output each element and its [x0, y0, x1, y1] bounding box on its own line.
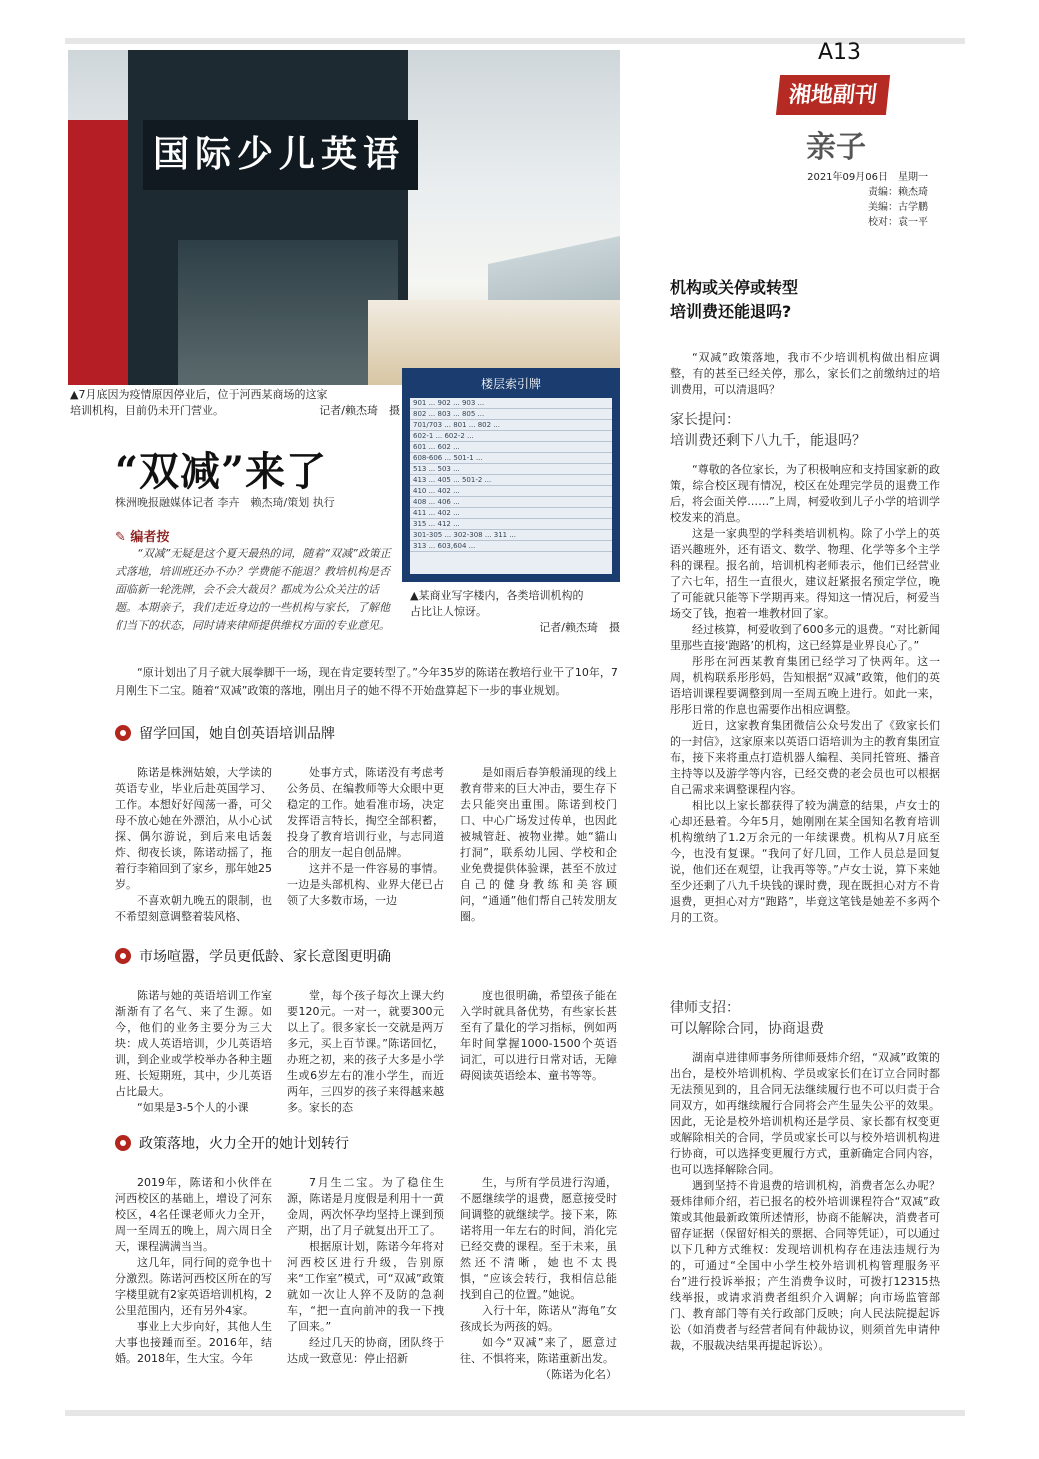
subhead-label: 律师支招： — [670, 1000, 740, 1016]
issue-date: 2021年09月06日 星期一 — [807, 172, 928, 183]
section-bullet-icon — [115, 948, 131, 964]
paragraph: 彤彤在河西某教育集团已经学习了快两年。这一周，机构联系彤彤妈，告知根据“双减”政策，他们的英语培训课程要调整到周一至周五晚上进行。如此一来，彤彤日常的作息也需要作出相应调整。 — [670, 655, 940, 716]
section-title: 留学回国，她自创英语培训品牌 — [139, 726, 335, 742]
sec1-col2 — [287, 765, 444, 909]
paragraph: 入行十年，陈诺从“海龟”女孩成长为两孩的妈。 — [460, 1304, 617, 1333]
paragraph: 遇到坚持不肯退费的培训机构，消费者怎么办呢？聂炜律师介绍，若已报名的校外培训课程符合“双减”政策或其他最新政策所述情形，协商不能解决，消费者可留存证据（保留好相关的票据、合同等凭证），可以通过以下几种方式维权：发现培训机构存在违法违规行为的，可通过“全国中小学生校外培训机构管理服务平台”进行投诉举报；产生消费争议时，可拨打12315热线举报，或请求消费者组织介入调解；向市场监管部门、教育部门等有关行政部门反映；向人民法院提起诉讼（如消费者与经营者间有仲裁协议，则须首先申请仲裁，不服裁决结果再提起诉讼）。 — [670, 1179, 940, 1352]
section-name: 亲子 — [806, 130, 866, 165]
directory-row: 802 ... 803 ... 805 ... — [410, 409, 612, 420]
paragraph: 相比以上家长都获得了较为满意的结果，卢女士的心却还悬着。今年5月，她刚刚在某全国知名教育培训机构缴纳了1.2万余元的一年续课费。机构从7月底至今，也没有复课。“我问了好几回，工作人员总是回复说，他们还在观望，让我再等等。”卢女士说，算下来她至少还剩了八九千块钱的课时费，现在既担心对方不肯退费，更担心对方“跑路”，毕竟这笔钱是她差不多两个月的工资。 — [670, 799, 940, 924]
directory-heading: 楼层索引牌 — [480, 377, 541, 391]
issue-meta — [788, 170, 928, 230]
paragraph: 根据原计划，陈诺今年将对河西校区进行升级，告别原来“工作室”模式，可“双减”政策就如一次让人猝不及防的急刹车，“把一直向前冲的我一下拽了回来。” — [287, 1240, 444, 1333]
name-note: （陈诺为化名） — [540, 1368, 617, 1381]
paragraph: 经过几天的协商，团队终于达成一致意见：停止招新 — [287, 1336, 444, 1365]
section-heading-2 — [115, 945, 391, 967]
section-bullet-icon — [115, 725, 131, 741]
photo1-caption — [70, 387, 400, 419]
paragraph: 陈诺与她的英语培训工作室渐渐有了名气、来了生源。如今，他们的业务主要分为三大块：成人英语培训，少儿英语培训，到企业或学校举办各种主题班、长短期班，其中，少儿英语占比最大。 — [115, 989, 272, 1098]
directory-board — [410, 398, 612, 574]
paragraph: “如果是3-5个人的小课 — [137, 1101, 249, 1114]
section-bullet-icon — [115, 1135, 131, 1151]
shop-sign: 国际少儿英语 — [143, 120, 418, 190]
sidebar-title — [670, 276, 798, 324]
red-poster — [68, 120, 128, 385]
proof-credit: 校对：袁一平 — [868, 217, 928, 228]
lawyer-tips-heading — [670, 998, 824, 1040]
directory-row: 413 ... 405 ... 501-2 ... — [410, 475, 612, 486]
paragraph: “双减”政策落地，我市不少培训机构做出相应调整，有的甚至已经关停，那么，家长们之前缴纳过的培训费用，可以清退吗？ — [670, 351, 940, 396]
paragraph: 度也很明确，希望孩子能在入学时就具备优势，有些家长甚至有了量化的学习指标，例如两年时间掌握1000-1500个英语词汇，可以进行日常对话，无障碍阅读英语绘本、童书等等。 — [460, 989, 617, 1082]
sidebar-title-line: 培训费还能退吗? — [670, 302, 792, 321]
directory-row: 701/703 ... 801 ... 802 ... — [410, 420, 612, 431]
caption-line: ▲某商业写字楼内，各类培训机构的 — [410, 589, 584, 602]
floor-directory-photo — [402, 368, 620, 582]
caption-line: 培训机构，目前仍未开门营业。 — [70, 404, 224, 417]
directory-row: 301-305 ... 302-308 ... 311 ... — [410, 530, 612, 541]
directory-row: 410 ... 402 ... — [410, 486, 612, 497]
column-logo: 湘地副刊 — [776, 75, 890, 115]
page-number: A13 — [818, 40, 862, 65]
section-title: 政策落地，火力全开的她计划转行 — [139, 1136, 349, 1152]
mall-photo — [68, 50, 620, 385]
paragraph: 近日，这家教育集团微信公众号发出了《致家长们的一封信》，这家原来以英语口语培训为主的教育集团宣布，接下来将重点打造机器人编程、美同托管班、播音主持等以及游学等内容，已经交费的老会员也可以根据自己需求来调整课程内容。 — [670, 719, 940, 796]
lawyer-tips-body — [670, 1050, 940, 1354]
directory-row: 608-606 ... 501-1 ... — [410, 453, 612, 464]
paragraph: 生，与所有学员进行沟通，不愿继续学的退费，愿意接受时间调整的就继续学。接下来，陈诺将用一年左右的时间，消化完已经交费的课程。至于未来，虽然还不清晰，她也不太畏惧，“应该会转行，我相信总能找到自己的位置。”她说。 — [460, 1176, 617, 1301]
editor-note-label-text: 编者按 — [130, 530, 170, 545]
sec1-col1 — [115, 765, 272, 925]
section-title: 市场喧嚣，学员更低龄、家长意图更明确 — [139, 949, 391, 965]
caption-line: 占比让人惊讶。 — [410, 605, 487, 618]
directory-row: 901 ... 902 ... 903 ... — [410, 398, 612, 409]
intro-paragraph: “原计划出了月子就大展拳脚干一场，现在肯定要转型了。”今年35岁的陈诺在教培行业干了10年，7月刚生下二宝。随着“双减”政策的落地，刚出月子的她不得不开始盘算起下一步的事业规划。 — [115, 666, 618, 697]
paragraph: 这是一家典型的学科类培训机构。除了小学上的英语兴趣班外，还有语文、数学、物理、化学等多个主学科的课程。报名前，培训机构老师表示，他们已经营业了六七年，招生一直很火，建议赶紧报名预定学位，晚了可能就只能等下学期再来。得知这一情况后，柯爱当场交了钱，抱着一堆教材回了家。 — [670, 527, 940, 620]
directory-row: 408 ... 406 ... — [410, 497, 612, 508]
bottom-rule — [65, 1410, 965, 1416]
sidebar-intro — [670, 350, 940, 398]
photo-credit: 记者/赖杰琦 摄 — [319, 404, 400, 417]
paragraph: 这几年，同行间的竞争也十分激烈。陈诺河西校区所在的写字楼里就有2家英语培训机构，2公里范围内，还有另外4家。 — [115, 1256, 272, 1317]
sec2-col2 — [287, 988, 444, 1116]
paragraph: 2019年，陈诺和小伙伴在河西校区的基础上，增设了河东校区，4名任课老师火力全开，周一至周五的晚上，周六周日全天，课程满满当当。 — [115, 1176, 272, 1253]
sidebar-title-line: 机构或关停或转型 — [670, 278, 799, 297]
glass-door — [178, 240, 398, 385]
sec1-col3 — [460, 765, 617, 925]
parent-question-heading — [670, 410, 866, 452]
paragraph: 不喜欢朝九晚五的限制，也不希望刻意调整着装风格、 — [115, 894, 272, 923]
directory-row: 602-1 ... 602-2 ... — [410, 431, 612, 442]
paragraph: 堂，每个孩子每次上课大约要120元。一对一，就要300元以上了。很多家长一交就是两万多元，买上百节课。”陈诺回忆，办班之初，来的孩子大多是小学生或6岁左右的准小学生，而近两年，三四岁的孩子来得越来越多。家长的态 — [287, 989, 444, 1114]
parent-question-body — [670, 462, 940, 926]
subhead-text: 可以解除合同，协商退费 — [670, 1021, 824, 1037]
caption-line: ▲7月底因为疫情原因停业后，位于河西某商场的这家 — [70, 388, 328, 401]
editor-note-label: ✎ 编者按 — [115, 530, 170, 545]
paragraph: 经过核算，柯爱收到了600多元的退费。“对比新闻里那些直接‘跑路’的机构，这已经算是业界良心了。” — [670, 623, 940, 652]
paragraph: “尊敬的各位家长，为了积极响应和支持国家新的政策，综合校区现有情况，校区在处理完学员的退费工作后，将会面关停……”上周，柯爱收到儿子小学的培训学校发来的消息。 — [670, 463, 940, 524]
article-title: “双减”来了 — [115, 448, 328, 495]
paragraph: 处事方式，陈诺没有考虑考公务员、在编教师等大众眼中更稳定的工作。她看准市场，决定发挥语言特长，掏空全部积蓄，投身了教育培训行业，与志同道合的朋友一起自创品牌。 — [287, 766, 444, 859]
section-heading-1 — [115, 722, 335, 744]
section-heading-3 — [115, 1132, 349, 1154]
directory-row: 313 ... 603,604 ... — [410, 541, 612, 552]
editor-credit: 责编：赖杰琦 — [868, 187, 928, 198]
sec3-col2 — [287, 1175, 444, 1367]
directory-row: 601 ... 602 ... — [410, 442, 612, 453]
directory-row: 315 ... 412 ... — [410, 519, 612, 530]
photo-credit: 记者/赖杰琦 摄 — [539, 621, 620, 634]
sec3-col1 — [115, 1175, 272, 1367]
sec2-col3 — [460, 988, 617, 1084]
paragraph: 事业上大步向好，其他人生大事也接踵而至。2016年，结婚。2018年，生大宝。今年 — [115, 1320, 272, 1365]
directory-row: 411 ... 402 ... — [410, 508, 612, 519]
paragraph: 7月生二宝。为了稳住生源，陈诺是月度假是利用十一黄金周，两次怀孕均坚持上课到预产期，出了月子就复出开工了。 — [287, 1176, 444, 1237]
directory-row: 513 ... 503 ... — [410, 464, 612, 475]
paragraph: 是如雨后春笋般涌现的线上教育带来的巨大冲击，要生存下去只能突出重围。陈诺到校门口、中心广场发过传单，也因此被城管赶、被物业撵。她“貓山打洞”，联系幼儿园、学校和企业免费提供体验课，甚至不放过自己的健身教练和美容顾问，“通通”他们帮自己转发朋友圈。 — [460, 766, 617, 923]
designer-credit: 美编：古学鹏 — [868, 202, 928, 213]
subhead-text: 培训费还剩下八九千，能退吗？ — [670, 433, 866, 449]
photo2-caption — [410, 588, 620, 636]
sec3-col3 — [460, 1175, 617, 1383]
subhead-label: 家长提问： — [670, 412, 740, 428]
sec2-col1 — [115, 988, 272, 1116]
editor-note: “双减”无疑是这个夏天最热的词，随着“双减”政策正式落地，培训班还办不办？学费能不能退？教培机构是否面临新一轮洗牌，会不会大裁员？都成为公众关注的话题。本期亲子，我们走近身边的一些机构与家长，了解他们当下的状态，同时请来律师提供维权方面的专业意见。 — [115, 547, 391, 632]
paragraph: 如今“双减”来了，愿意过往、不惧将来，陈诺重新出发。 — [460, 1336, 617, 1365]
byline: 株洲晚报融媒体记者 李卉 赖杰琦/策划 执行 — [115, 496, 335, 509]
paragraph: 陈诺是株洲姑娘，大学读的英语专业，毕业后赴英国学习、工作。本想好好闯荡一番，可父母不放心她在外漂泊，从小心试探、偶尔游说，到后来电话轰炸、彻夜长谈，陈诺动摇了，拖着行李箱回到了家乡，那年她25岁。 — [115, 766, 272, 891]
paragraph: 这并不是一件容易的事情。一边是头部机构、业界大佬已占领了大多数市场，一边 — [287, 862, 444, 907]
paragraph: 湖南卓进律师事务所律师聂炜介绍，“双减”政策的出台，是校外培训机构、学员或家长们在订立合同时都无法预见到的，且合同无法继续履行也不可以归责于合同双方，如再继续履行合同将会产生显失公平的效果。因此，无论是校外培训机构还是学员、家长都有权变更或解除相关的合同，学员或家长可以与校外培训机构进行协商，可以选择变更履行方式，重新确定合同内容，也可以选择解除合同。 — [670, 1051, 940, 1176]
